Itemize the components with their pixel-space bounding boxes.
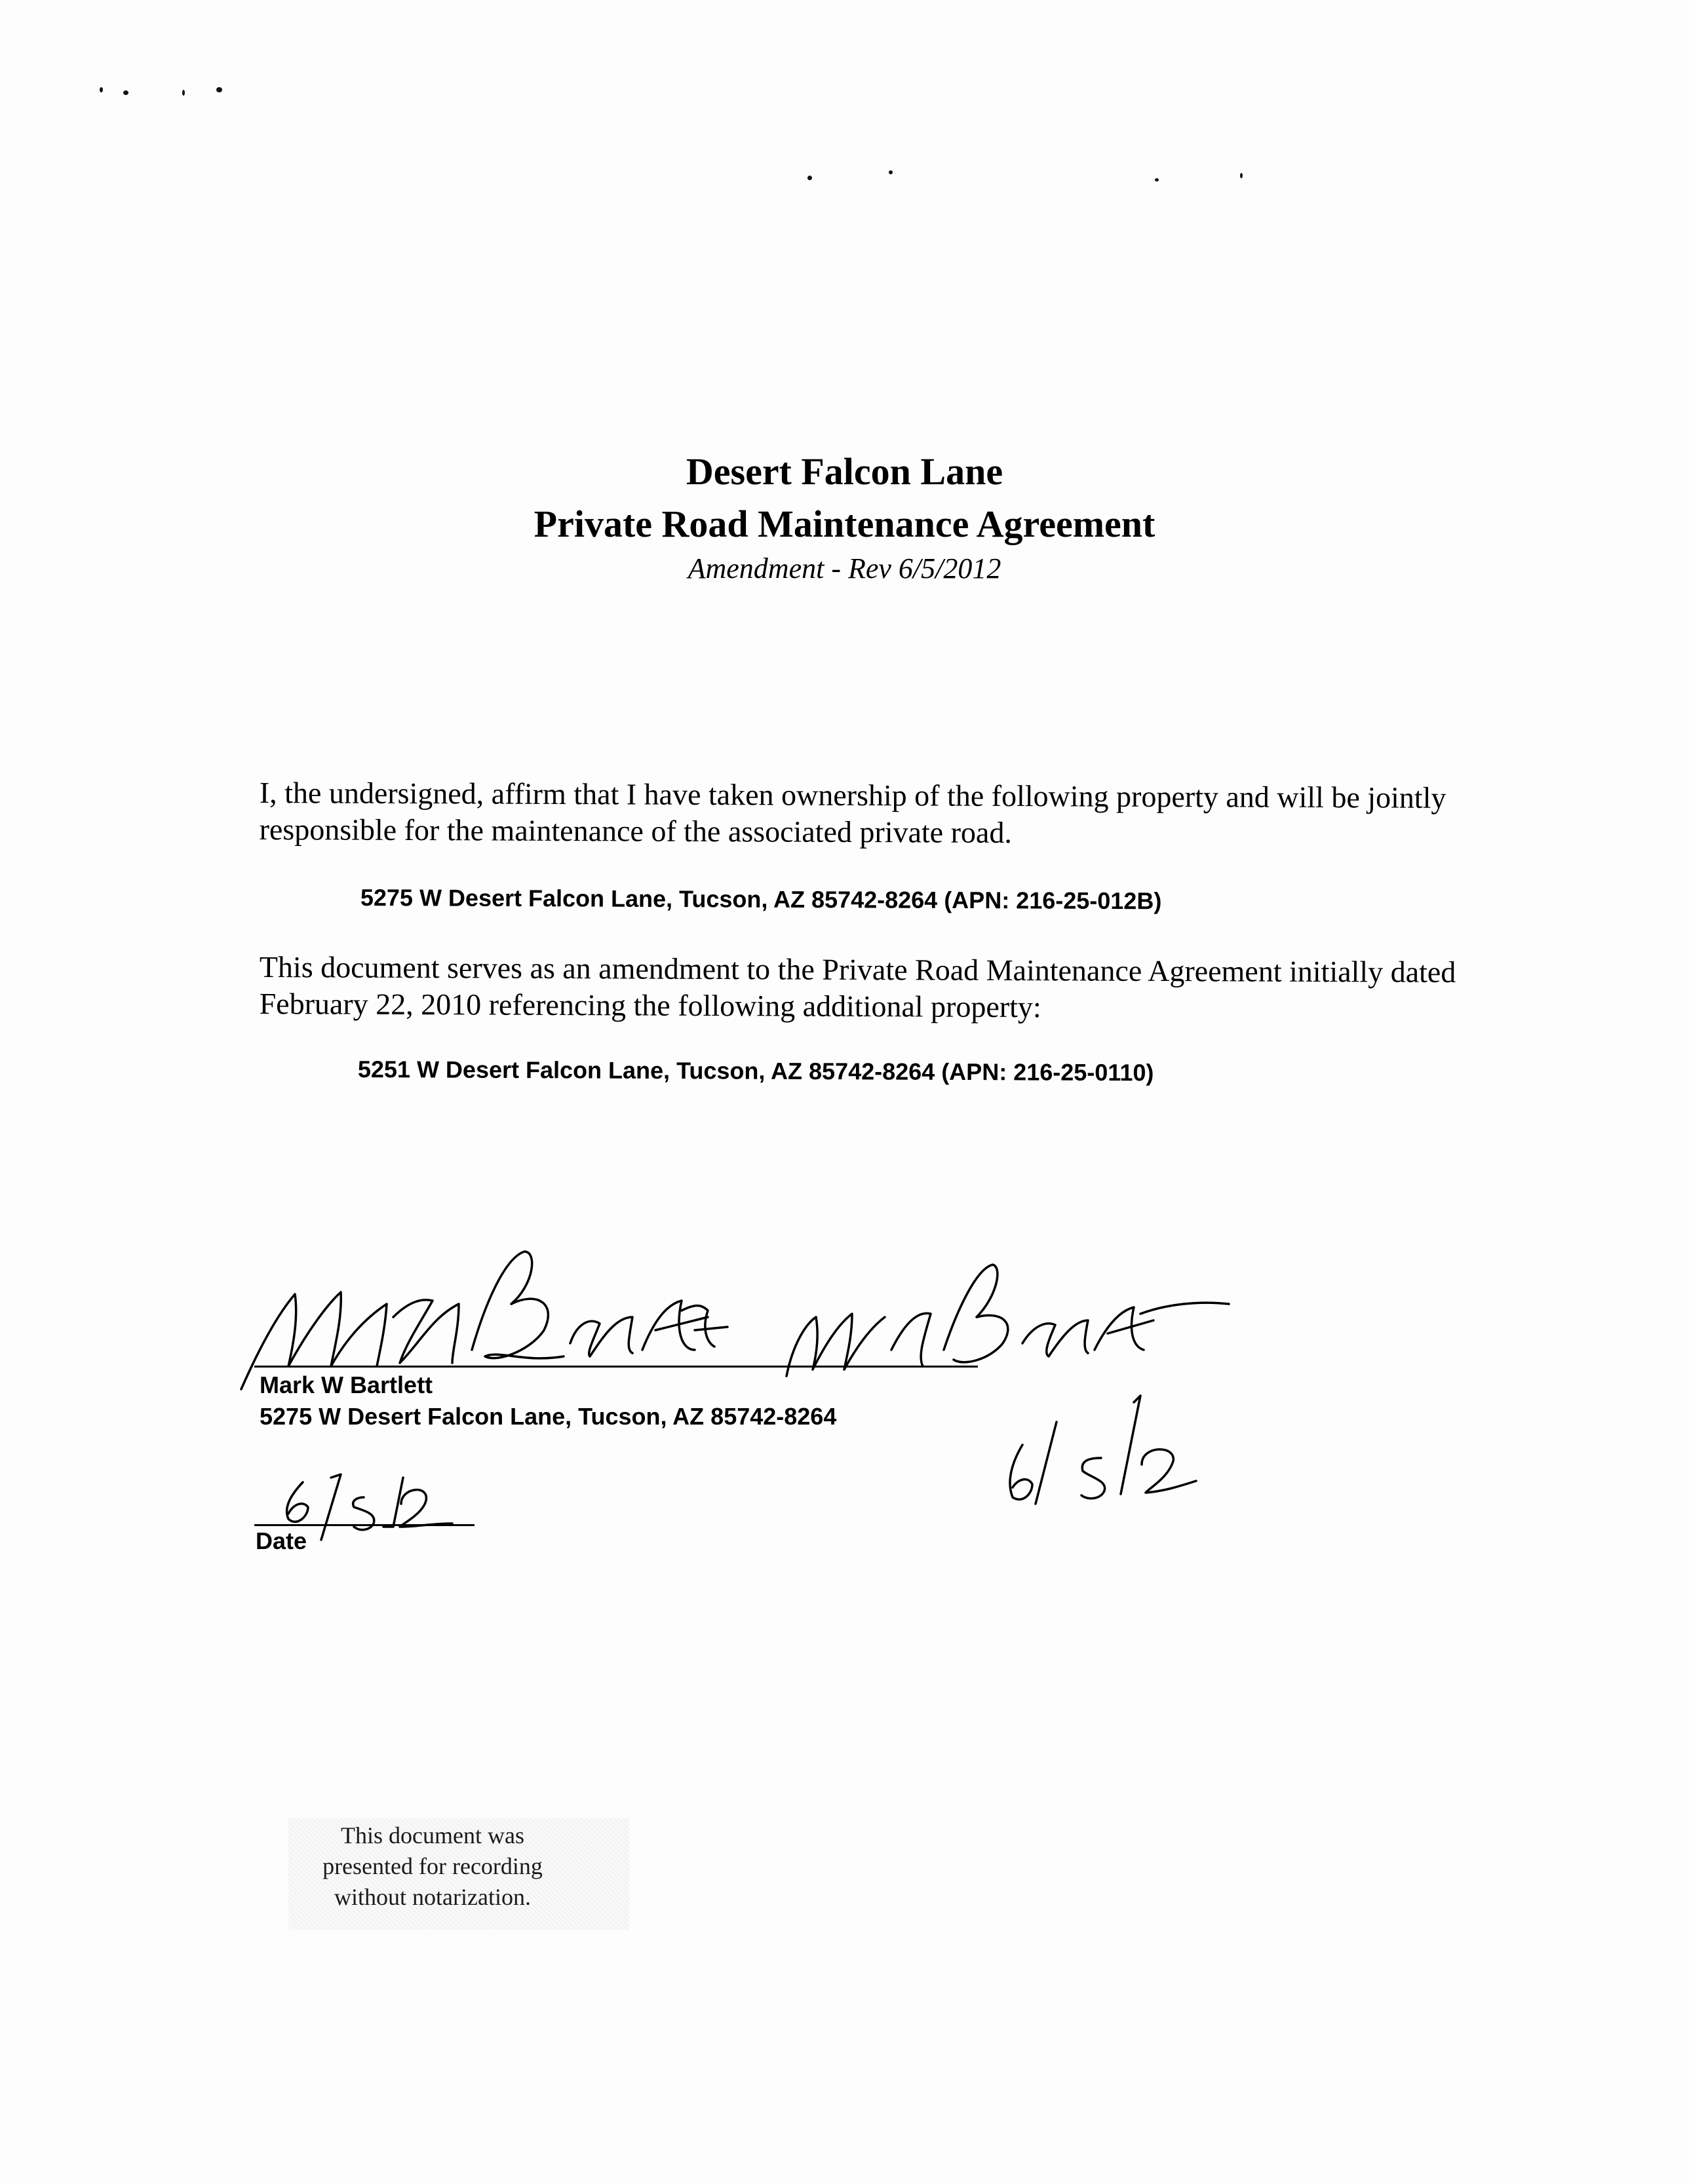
document-revision: Amendment - Rev 6/5/2012 (688, 552, 1001, 584)
document-subtitle: Private Road Maintenance Agreement (534, 503, 1155, 545)
amendment-paragraph: This document serves as an amendment to the Private Road Maintenance Agreement initially dated February 22, 2010 referencing the following additional property: (259, 950, 1456, 1024)
property-primary-address: 5275 W Desert Falcon Lane, Tucson, AZ 85742-8264 (APN: 216-25-012B) (360, 884, 1162, 915)
signer-name: Mark W Bartlett (260, 1371, 433, 1398)
date-label: Date (256, 1527, 307, 1554)
recording-stamp-text: This document was presented for recording without notarization. (322, 1822, 543, 1910)
property-additional-address: 5251 W Desert Falcon Lane, Tucson, AZ 85742-8264 (APN: 216-25-0110) (357, 1056, 1154, 1086)
affirmation-paragraph: I, the undersigned, affirm that I have taken ownership of the following property and will be jointly responsible for the maintenance of the associated private road. (259, 776, 1446, 850)
signer-address: 5275 W Desert Falcon Lane, Tucson, AZ 85742-8264 (260, 1403, 837, 1430)
document-title: Desert Falcon Lane (686, 450, 1003, 493)
